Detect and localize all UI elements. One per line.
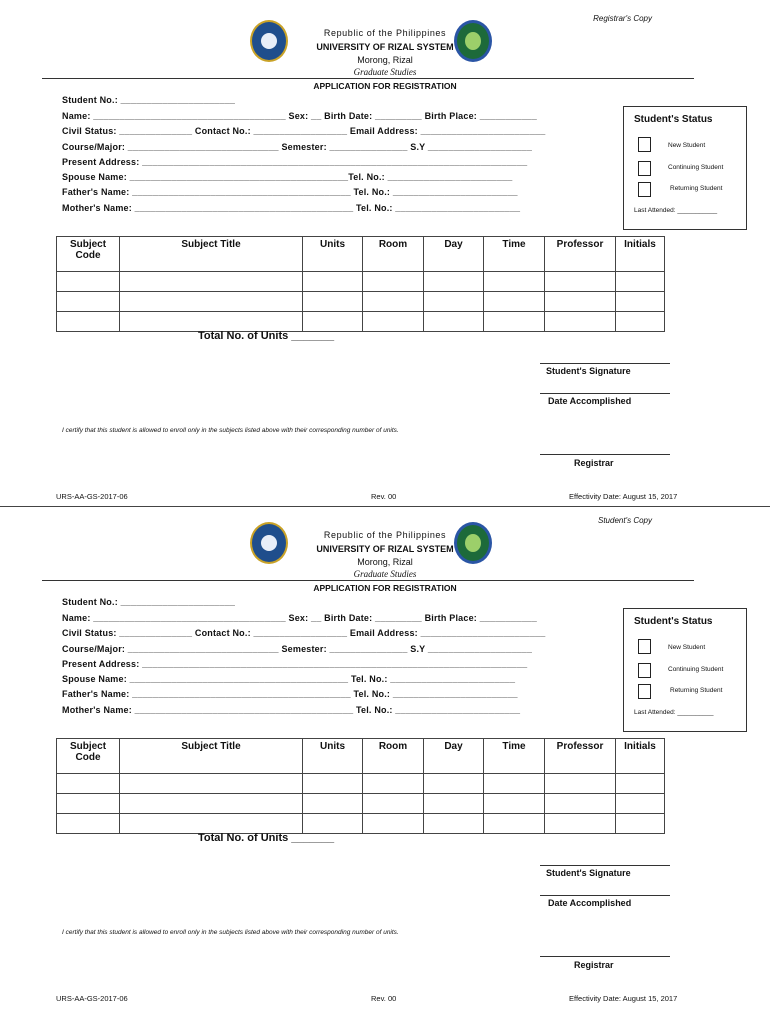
copy-label: Registrar's Copy xyxy=(593,14,652,23)
registrar-label: Registrar xyxy=(574,458,614,468)
table-cell[interactable] xyxy=(484,774,545,794)
header-department: Graduate Studies xyxy=(353,67,417,77)
revision: Rev. 00 xyxy=(371,492,397,501)
field-spouse-name[interactable]: Spouse Name: __________________________________________Tel. No.: ________________________ xyxy=(62,172,513,182)
col-day: Day xyxy=(424,739,484,774)
table-cell[interactable] xyxy=(616,272,665,292)
total-units[interactable]: Total No. of Units _______ xyxy=(198,832,335,844)
col-room: Room xyxy=(363,237,424,272)
table-cell[interactable] xyxy=(363,774,424,794)
field-present-address[interactable]: Present Address: __________________________________________________________________________ xyxy=(62,157,528,167)
student-signature-label: Student's Signature xyxy=(546,366,631,376)
table-cell[interactable] xyxy=(424,272,484,292)
table-row xyxy=(57,292,665,312)
table-cell[interactable] xyxy=(303,292,363,312)
table-cell[interactable] xyxy=(120,794,303,814)
registrar-copy xyxy=(0,0,770,502)
table-row xyxy=(57,794,665,814)
student-signature-line[interactable] xyxy=(540,363,670,364)
col-units: Units xyxy=(303,739,363,774)
table-cell[interactable] xyxy=(616,774,665,794)
revision: Rev. 00 xyxy=(371,994,397,1003)
table-row xyxy=(57,814,665,834)
subjects-table xyxy=(56,738,665,834)
date-accomplished-line[interactable] xyxy=(540,895,670,896)
header-divider xyxy=(42,580,694,581)
field-name-sex-birth[interactable]: Name: _____________________________________ Sex: __ Birth Date: _________ Birth Place: ___________ xyxy=(62,111,537,121)
student-status-box xyxy=(623,608,747,732)
col-professor: Professor xyxy=(545,739,616,774)
field-civil-contact-email[interactable]: Civil Status: ______________ Contact No.: __________________ Email Address: ________________________ xyxy=(62,126,546,136)
table-cell[interactable] xyxy=(303,794,363,814)
date-accomplished-label: Date Accomplished xyxy=(548,396,632,406)
returning-student-label: Returning Student xyxy=(670,185,723,192)
header-republic: Republic of the Philippines xyxy=(323,530,447,540)
table-row xyxy=(57,774,665,794)
returning-student-checkbox[interactable] xyxy=(638,182,651,197)
field-course-semester-sy[interactable]: Course/Major: _____________________________ Semester: _______________ S.Y ____________________ xyxy=(62,142,533,152)
col-units: Units xyxy=(303,237,363,272)
table-cell[interactable] xyxy=(120,814,303,834)
total-units[interactable]: Total No. of Units _______ xyxy=(198,330,335,342)
col-time: Time xyxy=(484,237,545,272)
registrar-label: Registrar xyxy=(574,960,614,970)
table-cell[interactable] xyxy=(57,774,120,794)
effectivity-date: Effectivity Date: August 15, 2017 xyxy=(569,492,678,501)
header-university: UNIVERSITY OF RIZAL SYSTEM xyxy=(316,42,454,52)
last-attended-field[interactable]: Last Attended: ___________ xyxy=(634,207,718,214)
effectivity-date: Effectivity Date: August 15, 2017 xyxy=(569,994,678,1003)
field-student-no[interactable]: Student No.: ______________________ xyxy=(62,95,236,105)
col-subject-code: Subject Code xyxy=(57,237,120,272)
col-initials: Initials xyxy=(616,739,665,774)
table-cell[interactable] xyxy=(616,814,665,834)
field-present-address[interactable]: Present Address: __________________________________________________________________________ xyxy=(62,659,528,669)
continuing-student-checkbox[interactable] xyxy=(638,663,651,678)
col-time: Time xyxy=(484,739,545,774)
form-title: APPLICATION FOR REGISTRATION xyxy=(313,81,457,91)
table-cell[interactable] xyxy=(545,312,616,332)
form-code: URS-AA-GS-2017-06 xyxy=(56,492,128,501)
last-attended-field[interactable]: Last Attended: __________ xyxy=(634,709,714,716)
header-location: Morong, Rizal xyxy=(357,55,413,65)
registrar-signature-line[interactable] xyxy=(540,956,670,957)
table-cell[interactable] xyxy=(57,794,120,814)
continuing-student-label: Continuing Student xyxy=(668,164,724,171)
field-civil-contact-email[interactable]: Civil Status: ______________ Contact No.: __________________ Email Address: ________________________ xyxy=(62,628,546,638)
table-cell[interactable] xyxy=(484,272,545,292)
registrar-signature-line[interactable] xyxy=(540,454,670,455)
table-cell[interactable] xyxy=(303,312,363,332)
table-cell[interactable] xyxy=(303,814,363,834)
copy-label: Student's Copy xyxy=(597,516,652,525)
table-cell[interactable] xyxy=(57,272,120,292)
student-signature-label: Student's Signature xyxy=(546,868,631,878)
table-row xyxy=(57,312,665,332)
table-cell[interactable] xyxy=(363,794,424,814)
table-cell[interactable] xyxy=(545,774,616,794)
table-cell[interactable] xyxy=(484,794,545,814)
col-subject-title: Subject Title xyxy=(120,237,303,272)
table-cell[interactable] xyxy=(484,292,545,312)
table-cell[interactable] xyxy=(363,814,424,834)
field-father-name[interactable]: Father's Name: __________________________________________ Tel. No.: ________________________ xyxy=(62,187,518,197)
new-student-checkbox[interactable] xyxy=(638,137,651,152)
table-cell[interactable] xyxy=(545,292,616,312)
certification-text: I certify that this student is allowed to enroll only in the subjects listed above with their corresponding number of units. xyxy=(62,929,399,936)
table-cell[interactable] xyxy=(424,814,484,834)
student-status-box xyxy=(623,106,747,230)
col-subject-title: Subject Title xyxy=(120,739,303,774)
header-university: UNIVERSITY OF RIZAL SYSTEM xyxy=(316,544,454,554)
table-cell[interactable] xyxy=(303,774,363,794)
table-cell[interactable] xyxy=(545,272,616,292)
header-location: Morong, Rizal xyxy=(357,557,413,567)
student-copy xyxy=(0,502,770,1004)
col-initials: Initials xyxy=(616,237,665,272)
returning-student-checkbox[interactable] xyxy=(638,684,651,699)
new-student-checkbox[interactable] xyxy=(638,639,651,654)
table-row xyxy=(57,272,665,292)
field-father-name[interactable]: Father's Name: __________________________________________ Tel. No.: ________________________ xyxy=(62,689,518,699)
field-name-sex-birth[interactable]: Name: _____________________________________ Sex: __ Birth Date: _________ Birth Place: ___________ xyxy=(62,613,537,623)
table-cell[interactable] xyxy=(57,312,120,332)
header-divider xyxy=(42,78,694,79)
returning-student-label: Returning Student xyxy=(670,687,723,694)
table-cell[interactable] xyxy=(303,272,363,292)
new-student-label: New Student xyxy=(668,644,706,651)
table-cell[interactable] xyxy=(424,794,484,814)
table-cell[interactable] xyxy=(545,814,616,834)
table-cell[interactable] xyxy=(120,292,303,312)
certification-text: I certify that this student is allowed to enroll only in the subjects listed above with their corresponding number of units. xyxy=(62,427,399,434)
table-cell[interactable] xyxy=(545,794,616,814)
table-cell[interactable] xyxy=(484,814,545,834)
field-student-no[interactable]: Student No.: ______________________ xyxy=(62,597,236,607)
form-title: APPLICATION FOR REGISTRATION xyxy=(313,583,457,593)
col-day: Day xyxy=(424,237,484,272)
table-cell[interactable] xyxy=(120,272,303,292)
table-cell[interactable] xyxy=(57,292,120,312)
table-cell[interactable] xyxy=(616,794,665,814)
col-room: Room xyxy=(363,739,424,774)
field-course-semester-sy[interactable]: Course/Major: _____________________________ Semester: _______________ S.Y ____________________ xyxy=(62,644,533,654)
table-cell[interactable] xyxy=(120,774,303,794)
field-mother-name[interactable]: Mother's Name: __________________________________________ Tel. No.: ________________________ xyxy=(62,705,521,715)
table-cell[interactable] xyxy=(363,272,424,292)
new-student-label: New Student xyxy=(668,142,706,149)
status-title: Student's Status xyxy=(634,616,713,627)
continuing-student-checkbox[interactable] xyxy=(638,161,651,176)
col-professor: Professor xyxy=(545,237,616,272)
table-cell[interactable] xyxy=(616,312,665,332)
table-cell[interactable] xyxy=(484,312,545,332)
table-cell[interactable] xyxy=(57,814,120,834)
header-department: Graduate Studies xyxy=(353,569,417,579)
form-code: URS-AA-GS-2017-06 xyxy=(56,994,128,1003)
col-subject-code: Subject Code xyxy=(57,739,120,774)
continuing-student-label: Continuing Student xyxy=(668,666,724,673)
field-spouse-name[interactable]: Spouse Name: __________________________________________ Tel. No.: ________________________ xyxy=(62,674,516,684)
table-cell[interactable] xyxy=(616,292,665,312)
table-cell[interactable] xyxy=(424,774,484,794)
date-accomplished-label: Date Accomplished xyxy=(548,898,632,908)
header-republic: Republic of the Philippines xyxy=(323,28,447,38)
student-signature-line[interactable] xyxy=(540,865,670,866)
table-cell[interactable] xyxy=(363,312,424,332)
field-mother-name[interactable]: Mother's Name: __________________________________________ Tel. No.: ________________________ xyxy=(62,203,521,213)
status-title: Student's Status xyxy=(634,114,713,125)
table-cell[interactable] xyxy=(120,312,303,332)
table-cell[interactable] xyxy=(424,292,484,312)
table-cell[interactable] xyxy=(363,292,424,312)
table-cell[interactable] xyxy=(424,312,484,332)
subjects-table xyxy=(56,236,665,332)
date-accomplished-line[interactable] xyxy=(540,393,670,394)
